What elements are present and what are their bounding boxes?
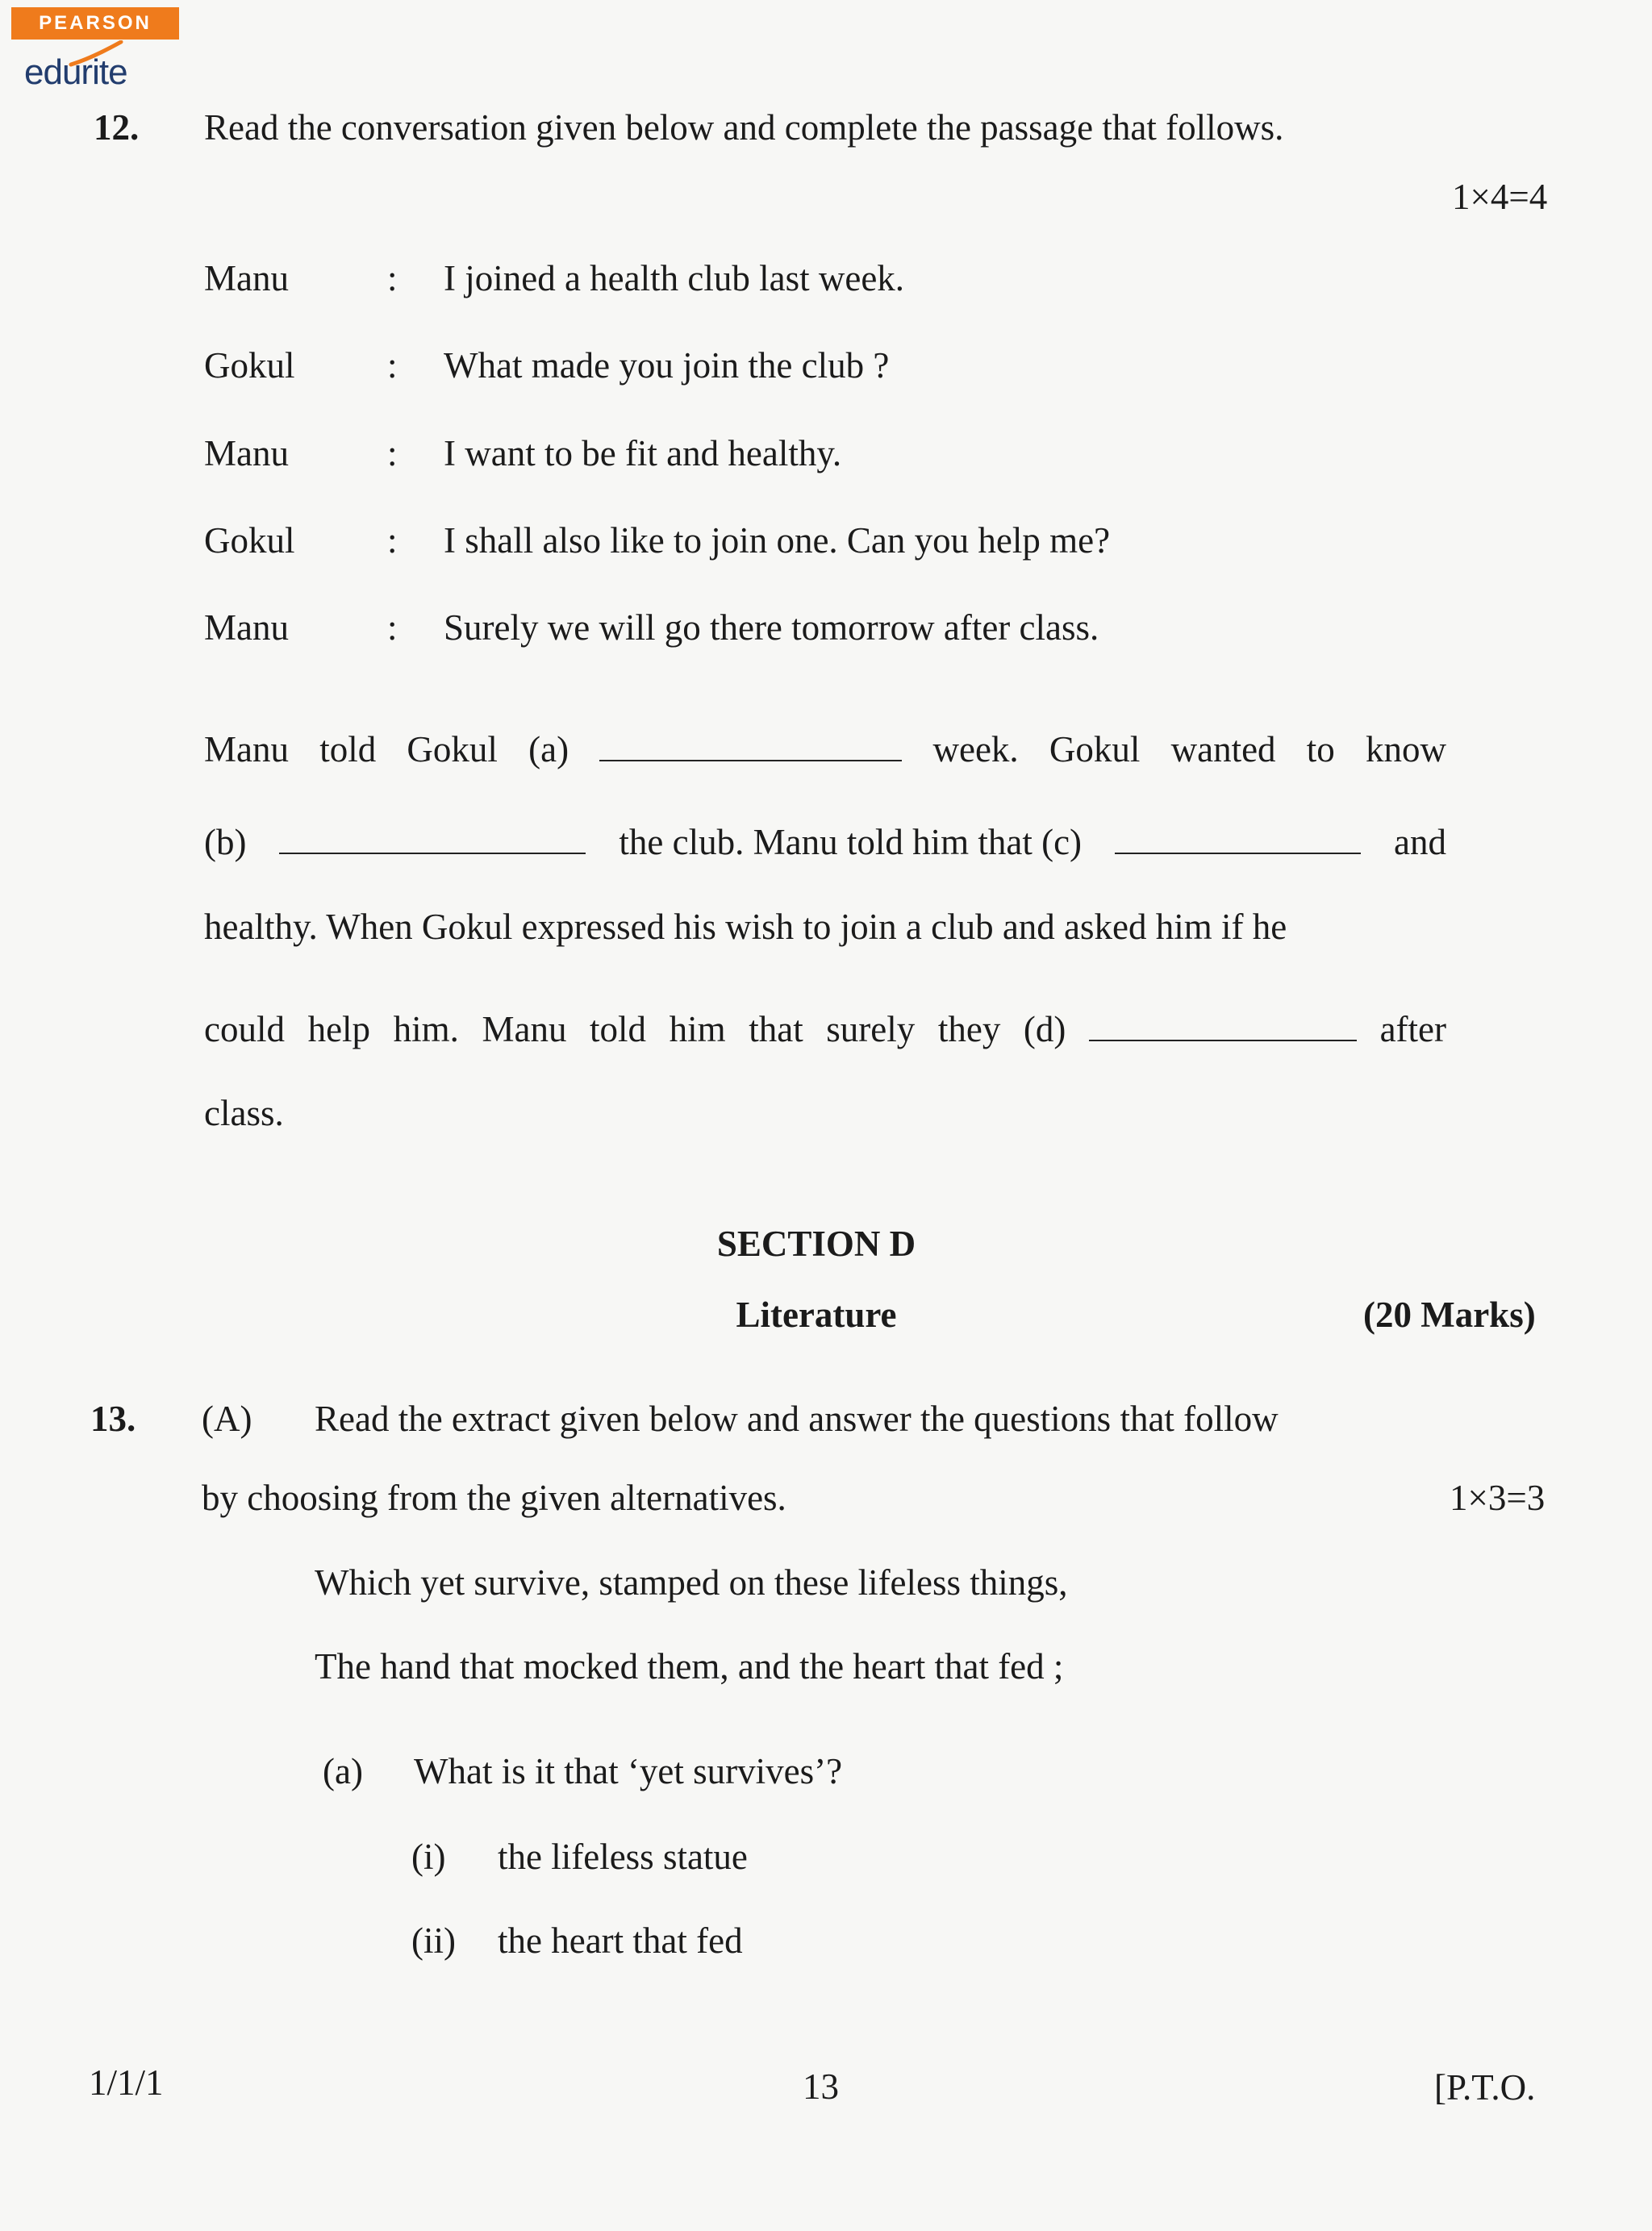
dialogue-line: Surely we will go there tomorrow after class. xyxy=(444,607,1099,648)
passage-word: wanted xyxy=(1170,729,1276,769)
passage-word: surely xyxy=(826,1009,916,1049)
passage-word: Manu xyxy=(204,729,289,769)
dialogue-speaker: Manu xyxy=(204,433,289,473)
sub-question-label: (a) xyxy=(323,1751,363,1791)
dialogue-line: I shall also like to join one. Can you help me? xyxy=(444,520,1111,561)
passage-word: Gokul xyxy=(407,729,498,769)
dialogue-speaker: Manu xyxy=(204,258,289,298)
passage-word: told xyxy=(319,729,377,769)
passage-line-2 xyxy=(204,815,1446,861)
dialogue-speaker: Manu xyxy=(204,607,289,648)
q12-marks: 1×4=4 xyxy=(1452,177,1548,217)
question-number-12: 12. xyxy=(94,107,140,148)
passage-word: him xyxy=(669,1009,726,1049)
passage-word: could xyxy=(204,1009,285,1049)
question-number-13: 13. xyxy=(90,1399,136,1439)
passage-word: Manu xyxy=(482,1009,567,1049)
passage-word: told xyxy=(590,1009,647,1049)
option-text: the lifeless statue xyxy=(498,1837,748,1877)
passage-text: healthy. When Gokul expressed his wish to join a club and asked him if he xyxy=(204,907,1287,947)
passage-word: (d) xyxy=(1023,1009,1066,1049)
dialogue-line: I want to be fit and healthy. xyxy=(444,433,842,473)
dialogue-colon: : xyxy=(387,258,398,298)
dialogue-colon: : xyxy=(387,607,398,648)
dialogue-speaker: Gokul xyxy=(204,520,295,561)
blank-d xyxy=(1089,1003,1357,1041)
passage-word: that xyxy=(749,1009,803,1049)
blank-c xyxy=(1115,815,1361,854)
section-marks: (20 Marks) xyxy=(1363,1295,1536,1335)
option-label: (ii) xyxy=(411,1920,456,1961)
passage-word: they xyxy=(937,1009,1001,1049)
page-number: 13 xyxy=(803,2066,839,2107)
pto-marker: [P.T.O. xyxy=(1434,2067,1536,2108)
passage-text: the club. Manu told him that (c) xyxy=(619,822,1083,862)
passage-line-5: class. xyxy=(204,1093,284,1133)
dialogue-line: I joined a health club last week. xyxy=(444,258,905,298)
blank-b xyxy=(279,815,586,854)
q13-marks: 1×3=3 xyxy=(1450,1478,1546,1518)
dialogue-colon: : xyxy=(387,345,398,386)
passage-word: (a) xyxy=(528,729,569,769)
section-title: SECTION D xyxy=(716,1224,916,1264)
dialogue-colon: : xyxy=(387,520,398,561)
dialogue-speaker: Gokul xyxy=(204,345,295,386)
passage-word: him. xyxy=(393,1009,459,1049)
passage-word: know xyxy=(1365,729,1446,769)
q12-instruction: Read the conversation given below and complete the passage that follows. xyxy=(204,107,1284,148)
dialogue-line: What made you join the club ? xyxy=(444,345,890,386)
passage-text: and xyxy=(1393,822,1446,862)
passage-line-3 xyxy=(204,909,1446,945)
passage-word: help xyxy=(307,1009,371,1049)
q13-instruction-line-1: Read the extract given below and answer the questions that follow xyxy=(315,1399,1279,1439)
passage-word: Gokul xyxy=(1049,729,1141,769)
pearson-logo-bar: PEARSON xyxy=(11,7,179,40)
passage-line-4 xyxy=(204,1003,1446,1048)
passage-word: after xyxy=(1379,1009,1446,1049)
q13-instruction-line-2: by choosing from the given alternatives. xyxy=(202,1478,786,1518)
passage-word: to xyxy=(1306,729,1335,769)
dialogue-colon: : xyxy=(387,433,398,473)
extract-line: Which yet survive, stamped on these lifeless things, xyxy=(315,1562,1068,1603)
sub-question-text: What is it that ‘yet survives’? xyxy=(414,1751,843,1791)
edurite-logo-text: edurite xyxy=(24,52,127,92)
passage-label-b: (b) xyxy=(204,822,247,862)
extract-line: The hand that mocked them, and the heart that fed ; xyxy=(315,1646,1064,1687)
passage-word: week. xyxy=(932,729,1019,769)
q13-part-label: (A) xyxy=(202,1399,252,1439)
section-subtitle: Literature xyxy=(736,1295,897,1335)
blank-a xyxy=(599,723,902,761)
option-label: (i) xyxy=(411,1837,446,1877)
passage-line-1 xyxy=(204,723,1446,768)
footer-code: 1/1/1 xyxy=(89,2062,164,2103)
option-text: the heart that fed xyxy=(498,1920,743,1961)
